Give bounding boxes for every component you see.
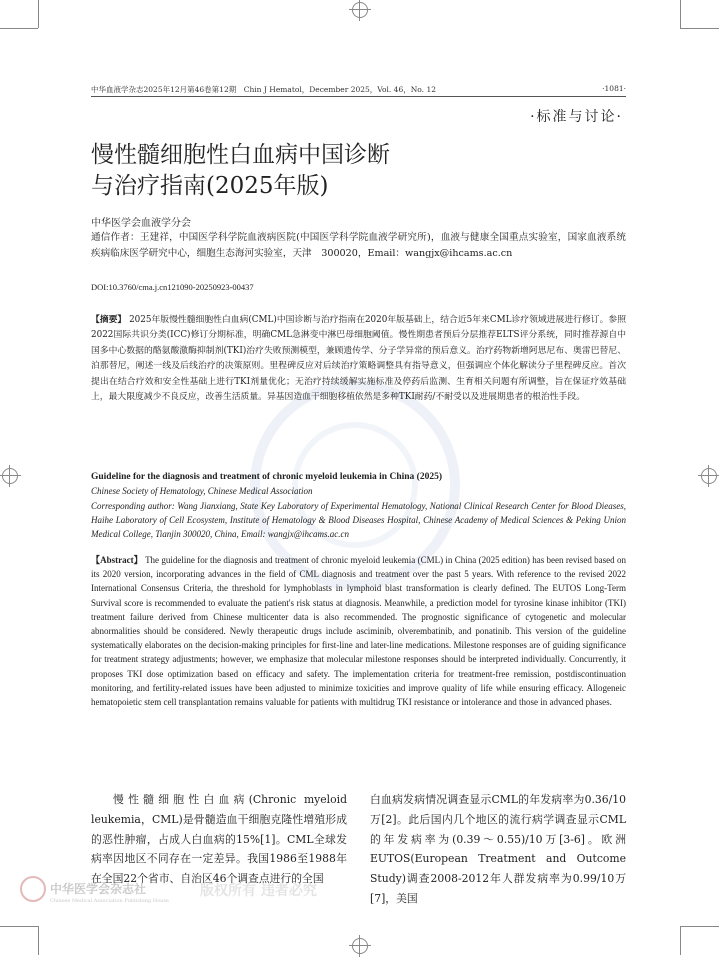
crop-mark xyxy=(0,926,38,927)
abstract-english-text: The guideline for the diagnosis and treatment of chronic myeloid leukemia (CML) in China (2025 edition) has been revised based on its 2020 version, incorporating advances in the field of CML diagnosis and treatment over the past 5 years. With reference to the revised 2022 International Consensus Criteria, the threshold for lymphoblasts in lymphoid blast transformation is clearly defined. The EUTOS Long-Term Survival score is recommended to evaluate the patient's risk status at diagnosis. Meanwhile, a prediction model for tyrosine kinase inhibitor (TKI) treatment failure derived from Chinese multicenter data is also recommended. The prognostic significance of cytogenetic and molecular abnormalities should be considered. Newly therapeutic drugs include asciminib, olverembatinib, and ponatinib. This version of the guideline systematically elaborates on the decision-making principles for first-line and later-line medications. Milestone responses are of guiding significance for treatment strategy adjustments; however, we emphasize that molecular milestone responses should be interpreted individually. Concurrently, it proposes TKI dose optimization based on efficacy and safety. The implementation criteria for treatment-free remission, postdiscontinuation monitoring, and fertility-related issues have been adjusted to minimize toxicities and improve quality of life while ensuring efficacy. Allogeneic hematopoietic stem cell transplantation remains valuable for patients with multidrug TKI resistance or intolerance and those in advanced phases. xyxy=(91,555,626,708)
registration-mark-bottom xyxy=(352,938,368,954)
crop-mark xyxy=(38,926,39,955)
section-tag: ·标准与讨论· xyxy=(530,109,623,125)
body-column-left: 慢性髓细胞性白血病(Chronic myeloid leukemia，CML)是骨髓造血干细胞克隆性增殖形成的恶性肿瘤，占成人白血病的15%[1]。CML全球发病率因地区不同存在一定差异。我国1986至1988年在全国22个省市、自治区46个调查点进行的全国 xyxy=(91,793,347,886)
crop-mark xyxy=(680,28,719,29)
abstract-english xyxy=(91,553,626,709)
publisher-logo-subtext: Chinese Medical Association Publishing House xyxy=(50,898,169,904)
publisher-seal-icon xyxy=(20,876,46,902)
article-title-line-1: 慢性髓细胞性白血病中国诊断 xyxy=(91,142,390,168)
abstract-chinese-label: 【摘要】 xyxy=(91,315,127,325)
crop-mark xyxy=(0,28,38,29)
article-title xyxy=(91,140,390,202)
abstract-chinese-text: 2025年版慢性髓细胞性白血病(CML)中国诊断与治疗指南在2020年版基础上，结合近5年来CML诊疗领域进展进行修订。参照2022国际共识分类(ICC)修订分期标准，明确CML急淋变中淋巴母细胞阈值。慢性期患者预后分层推荐ELTS评分系统，同时推荐源自中国多中心数据的酪氨酸激酶抑制剂(TKI)治疗失败预测模型，兼顾遗传学、分子学异常的预后意义。治疗药物新增阿思尼布、奥雷巴替尼、泊那替尼，阐述一线及后线治疗的决策原则。里程碑反应对后续治疗策略调整具有指导意义，但强调应个体化解读分子里程碑反应。首次提出在结合疗效和安全性基础上进行TKI剂量优化；无治疗持续缓解实施标准及停药后监测、生育相关问题有所调整，旨在保证疗效基础上，最大限度减少不良反应，改善生活质量。异基因造血干细胞移植依然是多种TKI耐药/不耐受以及进展期患者的根治性手段。 xyxy=(91,315,626,403)
article-title-line-2: 与治疗指南(2025年版) xyxy=(91,173,329,199)
header-rule xyxy=(91,96,626,97)
publisher-logo xyxy=(50,880,169,904)
crop-mark xyxy=(38,0,39,28)
english-correspondence: Corresponding author: Wang Jianxiang, State Key Laboratory of Experimental Hematology, National Clinical Research Center for Blood Dieases, Haihe Laboratory of Cell Ecosystem, Institute of Hematology & Blood Diseases Hospital, Chinese Academy of Medical Sciences & Peking Union Medical College, Tianjin 300020, China, Email: wangjx@ihcams.ac.cn xyxy=(91,501,626,539)
registration-mark-right xyxy=(701,468,717,484)
correspondence: 通信作者：王建祥，中国医学科学院血液病医院(中国医学科学院血液学研究所)，血液与健康全国重点实验室，国家血液系统疾病临床医学研究中心，细胞生态海河实验室，天津 300020，Email：wangjx@ihcams.ac.cn xyxy=(91,232,626,259)
crop-mark xyxy=(680,926,681,955)
abstract-chinese xyxy=(91,313,626,405)
registration-mark-top xyxy=(352,2,368,18)
running-head xyxy=(91,84,626,95)
author-list: 中华医学会血液学分会 xyxy=(91,218,191,229)
registration-mark-left xyxy=(2,468,18,484)
doi: DOI:10.3760/cma.j.cn121090-20250923-00437 xyxy=(91,282,254,292)
body-column-right: 白血病发病情况调查显示CML的年发病率为0.36/10万[2]。此后国内几个地区的流行病学调查显示CML的年发病率为(0.39～0.55)/10万[3-6]。欧洲EUTOS(European Treatment and Outcome Study)调查2008-2012年人群发病率为0.99/10万[7]，美国 xyxy=(370,793,626,905)
english-society: Chinese Society of Hematology, Chinese Medical Association xyxy=(91,486,313,496)
crop-mark xyxy=(680,926,719,927)
publisher-logo-text: 中华医学会杂志社 xyxy=(50,882,147,896)
english-title: Guideline for the diagnosis and treatment of chronic myeloid leukemia in China (2025) xyxy=(91,472,442,482)
abstract-english-label: 【Abstract】 xyxy=(91,555,143,565)
copyright-watermark: 版权所有 违者必究 xyxy=(200,883,317,899)
page-number: ·1081· xyxy=(602,84,626,93)
crop-mark xyxy=(680,0,681,28)
running-head-left: 中华血液学杂志2025年12月第46卷第12期 Chin J Hematol，December 2025，Vol. 46，No. 12 xyxy=(91,85,436,94)
